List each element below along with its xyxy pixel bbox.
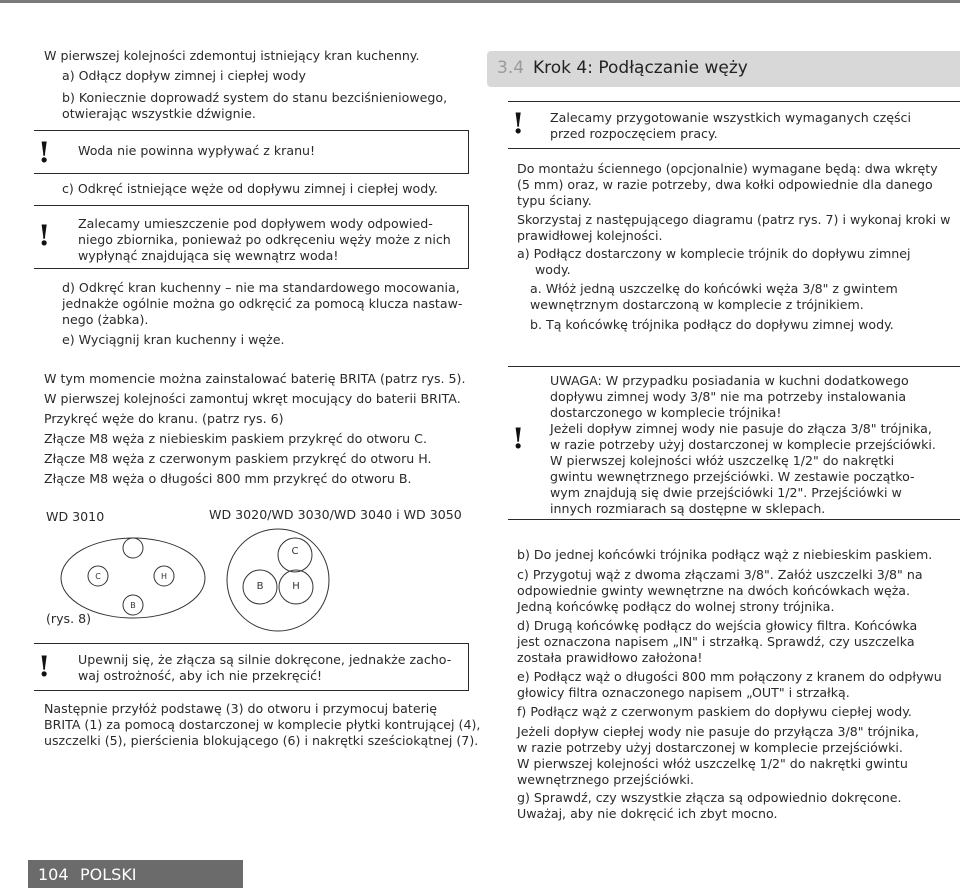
hole-label-h: H <box>292 581 300 592</box>
wall-mount-note: Do montażu ściennego (opcjonalnie) wymagane będą: dwa wkręty (5 mm) oraz, w razie potrzeby, dwa kołki odpowiednie dla danego typu ściany. <box>517 161 938 208</box>
right-step-b: b) Do jednej końcówki trójnika podłącz wąż z niebieskim paskiem. <box>517 547 933 562</box>
hot-water-adapter-note: Jeżeli dopływ ciepłej wody nie pasuje do przyłącza 3/8" trójnika, w razie potrzeby użyj dostarczonej w komplecie przejściówki. W pierwszej kolejności włóż uszczelkę 1/2" do nakrętki gwintu wewnętrznego przejściówki. <box>517 724 919 787</box>
warning-icon: ! <box>512 422 525 455</box>
page-number: 104 <box>38 865 69 884</box>
instruction-line: Przykręć węże do kranu. (patrz rys. 6) <box>44 411 284 426</box>
instruction-line: W pierwszej kolejności zamontuj wkręt mocujący do baterii BRITA. <box>44 391 461 406</box>
right-step-f: f) Podłącz wąż z czerwonym paskiem do dopływu ciepłej wody. <box>517 704 912 719</box>
warning-box-adapter <box>508 366 960 520</box>
hole-diagram <box>60 525 450 635</box>
right-substep-a: a. Włóż jedną uszczelkę do końcówki węża 3/8" z gwintem wewnętrznym dostarczoną w komplecie z trójnikiem. <box>530 281 898 312</box>
top-rule <box>0 0 960 3</box>
instruction-line: Złącze M8 węża o długości 800 mm przykręć do otworu B. <box>44 471 412 486</box>
figure-reference: (rys. 8) <box>46 611 92 626</box>
hole-label-b: B <box>256 581 264 592</box>
warning-icon: ! <box>38 136 51 169</box>
instruction-line: W tym momencie można zainstalować baterię BRITA (patrz rys. 5). <box>44 371 466 386</box>
right-step-g: g) Sprawdź, czy wszystkie złącza są odpowiednio dokręcone. Uważaj, aby nie dokręcić ich zbyt mocno. <box>517 790 902 821</box>
diagram-note: Skorzystaj z następującego diagramu (patrz rys. 7) i wykonaj kroki w prawidłowej kolejności. <box>517 212 951 243</box>
warning-box-water <box>34 130 469 174</box>
final-instruction: Następnie przyłóż podstawę (3) do otworu i przymocuj baterię BRITA (1) za pomocą dostarczonej w komplecie płytki kontrującej (4), uszczelki (5), pierścienia blokującego (6) i nakrętki sześciokątnej (7). <box>44 701 481 748</box>
page-footer <box>28 860 243 888</box>
step-b: b) Koniecznie doprowadź system do stanu bezciśnieniowego, otwierając wszystkie dźwignie. <box>62 90 448 121</box>
hole-top <box>123 538 143 558</box>
hole-label-b: B <box>130 601 136 610</box>
step-c: c) Odkręć istniejące węże od dopływu zimnej i ciepłej wody. <box>62 181 438 196</box>
intro-text: W pierwszej kolejności zdemontuj istniejący kran kuchenny. <box>44 48 420 63</box>
warning-icon: ! <box>512 107 525 140</box>
warning-text: Zalecamy umieszczenie pod dopływem wody odpowied- niego zbiornika, ponieważ po odkręceniu węży może z nich wypłynąć znajdująca się wewnątrz woda! <box>78 216 451 263</box>
warning-icon: ! <box>38 219 51 252</box>
hole-label-c: C <box>291 546 299 557</box>
warning-box-prepare <box>508 101 960 149</box>
diagram-wd3020 <box>227 529 329 631</box>
step-e: e) Wyciągnij kran kuchenny i węże. <box>62 332 285 347</box>
warning-box-container <box>34 205 469 269</box>
warning-text: Woda nie powinna wypływać z kranu! <box>78 143 316 158</box>
right-step-c: c) Przygotuj wąż z dwoma złączami 3/8". Załóż uszczelki 3/8" na odpowiednie gwinty wewnętrzne na dwóch końcówkach węża. Jedną końcówkę podłącz do wolnej strony trójnika. <box>517 567 923 614</box>
right-substep-b: b. Tą końcówkę trójnika podłącz do dopływu zimnej wody. <box>530 317 894 332</box>
right-step-e: e) Podłącz wąż o długości 800 mm połączony z kranem do odpływu głowicy filtra oznaczonego napisem „OUT" i strzałką. <box>517 669 942 700</box>
instruction-line: Złącze M8 węża z czerwonym paskiem przykręć do otworu H. <box>44 451 432 466</box>
step-a: a) Odłącz dopływ zimnej i ciepłej wody <box>62 68 306 83</box>
install-instructions <box>44 371 474 487</box>
diagram-wd3010 <box>61 538 205 618</box>
hole-label-c: C <box>95 572 101 581</box>
figure-label-wd3020: WD 3020/WD 3030/WD 3040 i WD 3050 <box>209 507 462 522</box>
warning-box-tighten <box>34 643 469 691</box>
right-step-d: d) Drugą końcówkę podłącz do wejścia głowicy filtra. Końcówka jest oznaczona napisem „IN" i strzałką. Sprawdź, czy uszczelka została prawidłowo założona! <box>517 618 918 665</box>
hole-label-h: H <box>160 572 168 581</box>
section-heading <box>487 51 960 87</box>
warning-text: UWAGA: W przypadku posiadania w kuchni dodatkowego dopływu zimnej wody 3/8" nie ma potrzeby instalowania dostarczonego w komplecie trójnika! Jeżeli dopływ zimnej wody nie pasuje do złącza 3/8" trójnika, w razie potrzeby użyj dostarczonej w komplecie przejściówki. W pierwszej kolejności włóż uszczelkę 1/2" do nakrętki gwintu wewnętrznego przejściówki. W zestawie początko- wym znajdują się dwie przejściówki 1/2". Przejściówki w innych rozmiarach są dostępne w sklepach. <box>550 373 936 516</box>
language-label: POLSKI <box>80 865 137 884</box>
section-number: 3.4 <box>497 58 525 78</box>
figure-label-wd3010: WD 3010 <box>46 509 105 524</box>
section-title: Krok 4: Podłączanie węży <box>533 58 748 78</box>
warning-text: Upewnij się, że złącza są silnie dokręcone, jednakże zacho- waj ostrożność, aby ich nie przekręcić! <box>78 652 452 683</box>
right-step-a: a) Podłącz dostarczony w komplecie trójnik do dopływu zimnej wody. <box>517 246 911 277</box>
warning-icon: ! <box>38 650 51 683</box>
warning-text: Zalecamy przygotowanie wszystkich wymaganych części przed rozpoczęciem pracy. <box>550 110 911 141</box>
instruction-line: Złącze M8 węża z niebieskim paskiem przykręć do otworu C. <box>44 431 427 446</box>
base-outline-circle <box>227 529 329 631</box>
step-d: d) Odkręć kran kuchenny – nie ma standardowego mocowania, jednakże ogólnie można go odkręcić za pomocą klucza nastaw- nego (żabka). <box>62 280 463 327</box>
